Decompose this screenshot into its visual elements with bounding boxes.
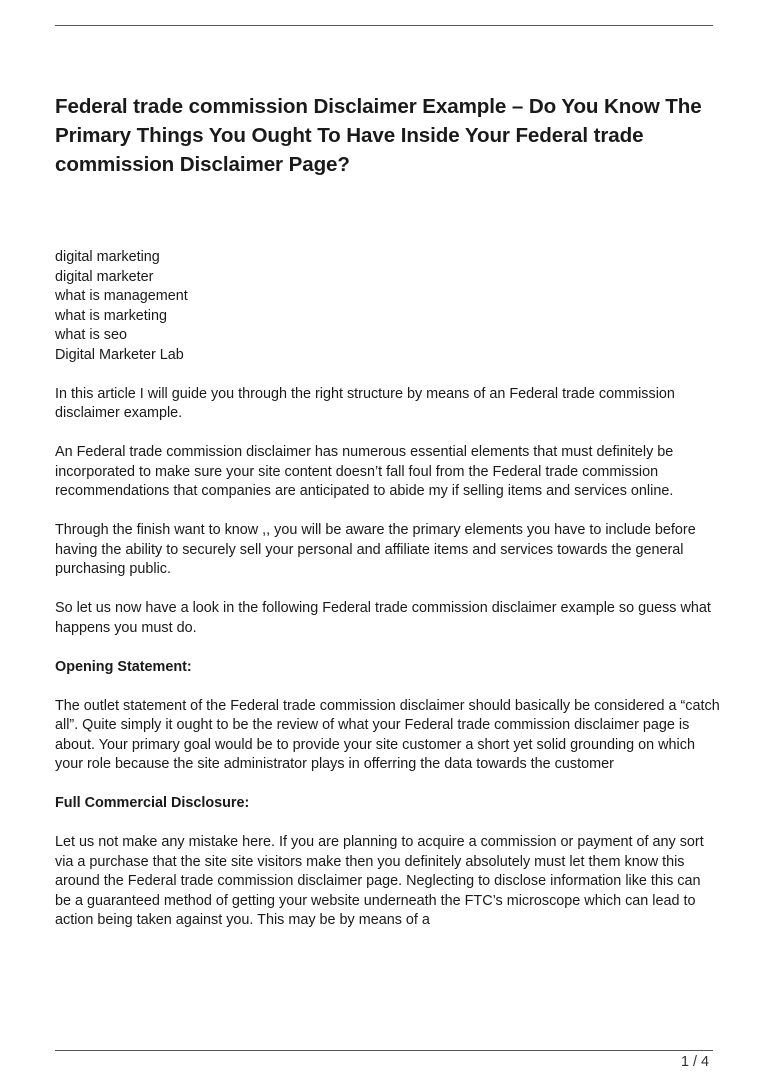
paragraph-finish: Through the finish want to know ,, you will be aware the primary elements you have to include before having the ability to securely sell your personal and affiliate items and services towards the general purchasing public. [55, 522, 696, 577]
tag-item: what is management [55, 288, 188, 304]
heading-commercial-disclosure: Full Commercial Disclosure: [55, 795, 250, 811]
top-rule [55, 25, 713, 26]
tag-item: digital marketing [55, 249, 160, 265]
paragraph-disclosure: Let us not make any mistake here. If you are planning to acquire a commission or payment of any sort via a purchase that the site site visitors make then you definitely absolutely must let them know this around the Federal trade commission disclaimer page. Neglecting to disclose information like this can be a guaranteed method of getting your website underneath the FTC’s microscope which can lead to action being taken against you. This may be by means of a [55, 834, 704, 928]
document-body [55, 92, 720, 931]
paragraph-intro: In this article I will guide you through the right structure by means of an Federal trade commission disclaimer example. [55, 385, 675, 421]
tag-list [55, 248, 720, 365]
paragraph-elements: An Federal trade commission disclaimer has numerous essential elements that must definitely be incorporated to make sure your site content doesn’t fall foul from the Federal trade commission recommendations that companies are anticipated to abide my if selling items and services online. [55, 444, 674, 499]
document-title: Federal trade commission Disclaimer Example – Do You Know The Primary Things You Ought To Have Inside Your Federal trade commission Disclaimer Page? [55, 95, 702, 176]
tag-item: digital marketer [55, 268, 154, 285]
paragraph-opening: The outlet statement of the Federal trade commission disclaimer should basically be considered a “catch all”. Quite simply it ought to be the review of what your Federal trade commission disclaimer page is about. Your primary goal would be to provide your site customer a short yet solid grounding on which your role because the site administrator plays in offerring the data towards the customer [55, 697, 720, 772]
heading-opening-statement: Opening Statement: [55, 658, 192, 675]
tag-item: Digital Marketer Lab [55, 346, 184, 363]
paragraph-look: So let us now have a look in the following Federal trade commission disclaimer example so guess what happens you must do. [55, 600, 711, 636]
bottom-rule [55, 1050, 713, 1051]
tag-item: what is marketing [55, 307, 167, 324]
page-indicator: 1 / 4 [680, 1054, 709, 1070]
tag-item: what is seo [55, 327, 127, 343]
